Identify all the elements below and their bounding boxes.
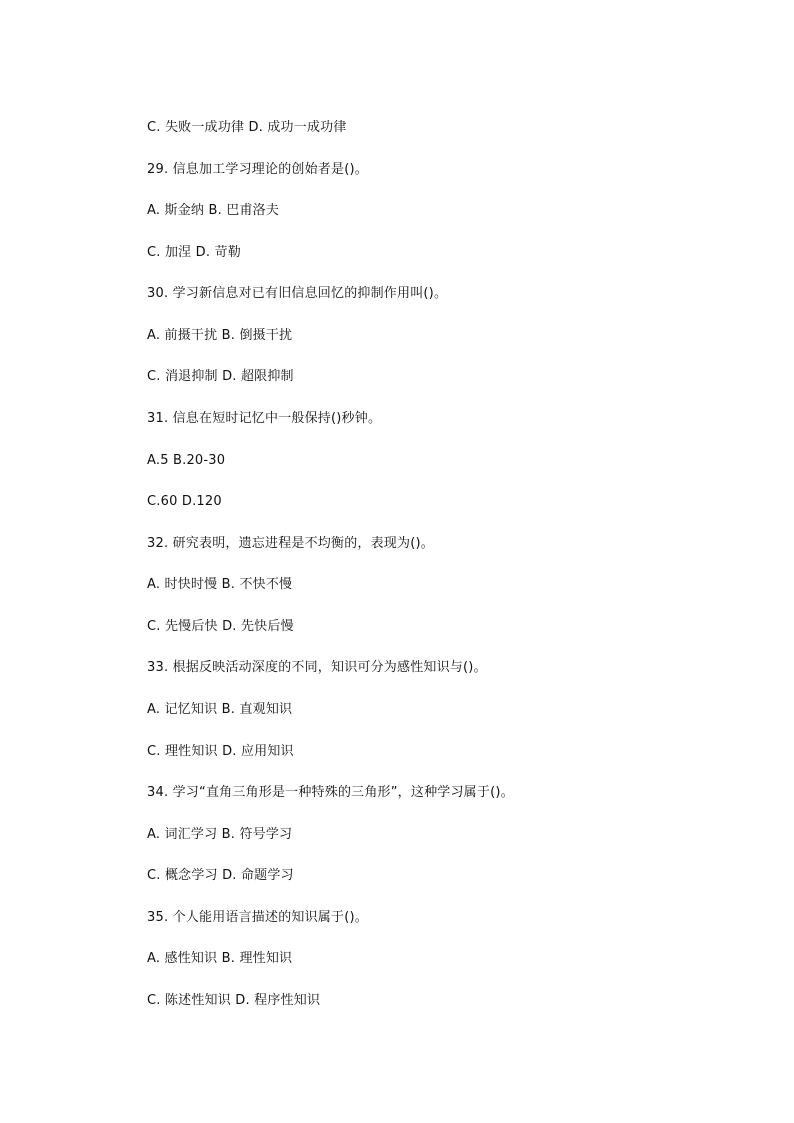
option-line-29-ab: A. 斯金纳 B. 巴甫洛夫 (147, 203, 280, 218)
question-32: 32. 研究表明，遗忘进程是不均衡的，表现为()。 (147, 536, 434, 551)
question-31: 31. 信息在短时记忆中一般保持()秒钟。 (147, 411, 382, 426)
option-line-35-ab: A. 感性知识 B. 理性知识 (147, 951, 293, 966)
option-line-31-cd: C.60 D.120 (147, 494, 222, 509)
question-34: 34. 学习“直角三角形是一种特殊的三角形”，这种学习属于()。 (147, 785, 514, 800)
question-33: 33. 根据反映活动深度的不同，知识可分为感性知识与()。 (147, 660, 487, 675)
option-line-28-cd: C. 失败一成功律 D. 成功一成功律 (147, 120, 347, 135)
option-line-31-ab: A.5 B.20-30 (147, 453, 226, 468)
option-line-33-ab: A. 记忆知识 B. 直观知识 (147, 702, 293, 717)
question-35: 35. 个人能用语言描述的知识属于()。 (147, 910, 368, 925)
question-30: 30. 学习新信息对已有旧信息回忆的抑制作用叫()。 (147, 286, 448, 301)
option-line-29-cd: C. 加涅 D. 苛勒 (147, 245, 241, 260)
option-line-34-cd: C. 概念学习 D. 命题学习 (147, 868, 294, 883)
option-line-32-cd: C. 先慢后快 D. 先快后慢 (147, 619, 294, 634)
question-29: 29. 信息加工学习理论的创始者是()。 (147, 162, 368, 177)
option-line-30-ab: A. 前摄干扰 B. 倒摄干扰 (147, 328, 293, 343)
option-line-32-ab: A. 时快时慢 B. 不快不慢 (147, 577, 293, 592)
option-line-30-cd: C. 消退抑制 D. 超限抑制 (147, 369, 294, 384)
option-line-33-cd: C. 理性知识 D. 应用知识 (147, 744, 294, 759)
option-line-34-ab: A. 词汇学习 B. 符号学习 (147, 827, 293, 842)
option-line-35-cd: C. 陈述性知识 D. 程序性知识 (147, 993, 321, 1008)
